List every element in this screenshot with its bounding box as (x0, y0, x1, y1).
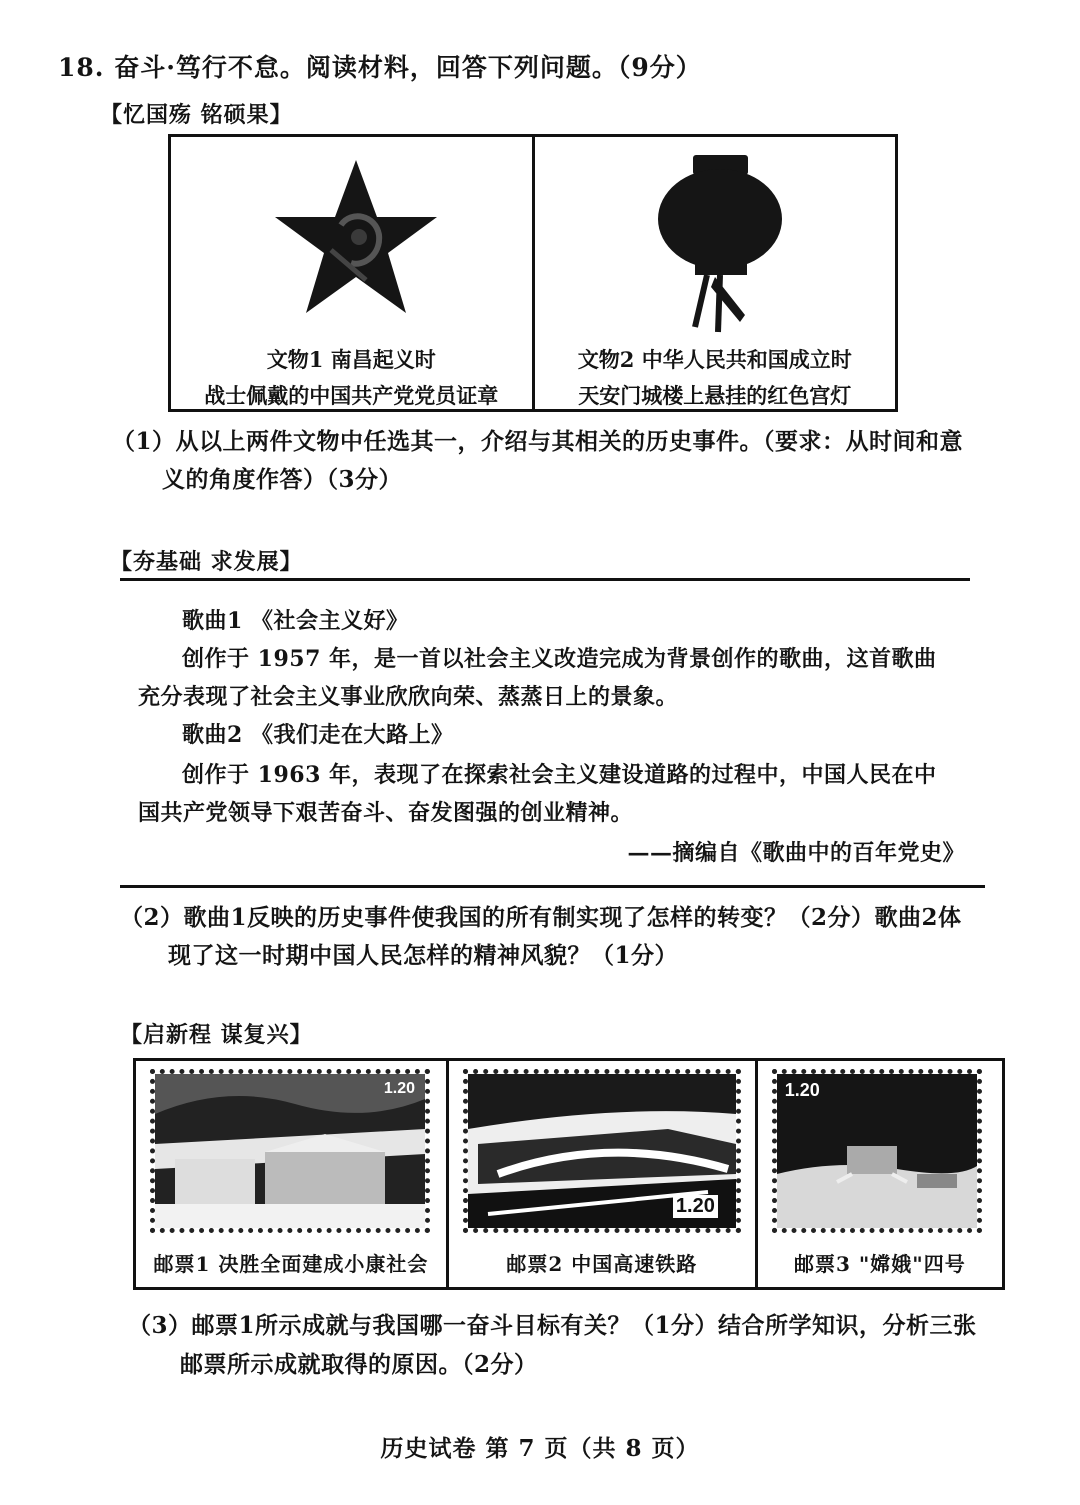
question-3-line1: （3）邮票1所示成就与我国哪一奋斗目标有关？（1分）结合所学知识，分析三张 (128, 1312, 977, 1339)
question-1-line2: 义的角度作答）（3分） (162, 466, 403, 493)
relic-1-caption-line1: 文物1 南昌起义时 (266, 347, 436, 372)
red-lantern-icon (645, 147, 795, 337)
song-2-title: 歌曲2 《我们走在大路上》 (182, 722, 454, 748)
relic-2-caption-line2: 天安门城楼上悬挂的红色宫灯 (578, 383, 852, 408)
material-bottom-rule (120, 885, 985, 888)
song-2-text-line2: 国共产党领导下艰苦奋斗、奋发图强的创业精神。 (138, 800, 634, 826)
relic-2-caption-line1: 文物2 中华人民共和国成立时 (577, 347, 852, 372)
song-1-title: 歌曲1 《社会主义好》 (182, 608, 409, 634)
song-1-text-line2: 充分表现了社会主义事业欣欣向荣、蒸蒸日上的景象。 (138, 684, 679, 710)
song-2-text-line1: 创作于 1963 年，表现了在探索社会主义建设道路的过程中，中国人民在中 (182, 762, 937, 788)
question-title: 18. 奋斗·笃行不怠。阅读材料，回答下列问题。（9分） (58, 53, 702, 82)
stamp-2-image (463, 1069, 741, 1233)
stamp-3-value: 1.20 (784, 1080, 820, 1100)
stamp-2-value: 1.20 (673, 1195, 718, 1218)
page-footer: 历史试卷 第 7 页（共 8 页） (380, 1435, 700, 1462)
stamp-1-value: 1.20 (383, 1080, 415, 1097)
stamp-1-caption: 邮票1 决胜全面建成小康社会 (153, 1252, 429, 1276)
material-source: ——摘编自《歌曲中的百年党史》 (627, 840, 965, 866)
song-1-text-line1: 创作于 1957 年，是一首以社会主义改造完成为背景创作的歌曲，这首歌曲 (182, 646, 937, 672)
relic-figure-box (168, 134, 898, 412)
section-heading-3: 【启新程 谋复兴】 (120, 1022, 313, 1048)
stamp-1-image (150, 1069, 430, 1233)
question-3-line2: 邮票所示成就取得的原因。（2分） (180, 1351, 538, 1378)
relic-2-cell (532, 137, 896, 409)
section-heading-2: 【夯基础 求发展】 (110, 549, 303, 575)
party-badge-star-icon (271, 155, 441, 325)
question-2-line2: 现了这一时期中国人民怎样的精神风貌？（1分） (168, 942, 679, 969)
relic-1-caption-line2: 战士佩戴的中国共产党党员证章 (204, 383, 499, 408)
stamp-3-cell (755, 1061, 1002, 1287)
question-1-line1: （1）从以上两件文物中任选其一，介绍与其相关的历史事件。（要求：从时间和意 (112, 428, 964, 455)
stamp-3-image (772, 1069, 982, 1233)
stamp-2-caption: 邮票2 中国高速铁路 (506, 1252, 698, 1276)
stamp-2-cell (446, 1061, 755, 1287)
stamp-1-cell (136, 1061, 446, 1287)
relic-1-cell (171, 137, 532, 409)
question-2-line1: （2）歌曲1反映的历史事件使我国的所有制实现了怎样的转变？（2分）歌曲2体 (120, 904, 962, 931)
stamp-3-caption: 邮票3 "嫦娥"四号 (793, 1252, 966, 1276)
stamps-figure-box (133, 1058, 1005, 1290)
material-top-rule (120, 578, 970, 581)
section-heading-1: 【忆国殇 铭硕果】 (100, 102, 293, 128)
